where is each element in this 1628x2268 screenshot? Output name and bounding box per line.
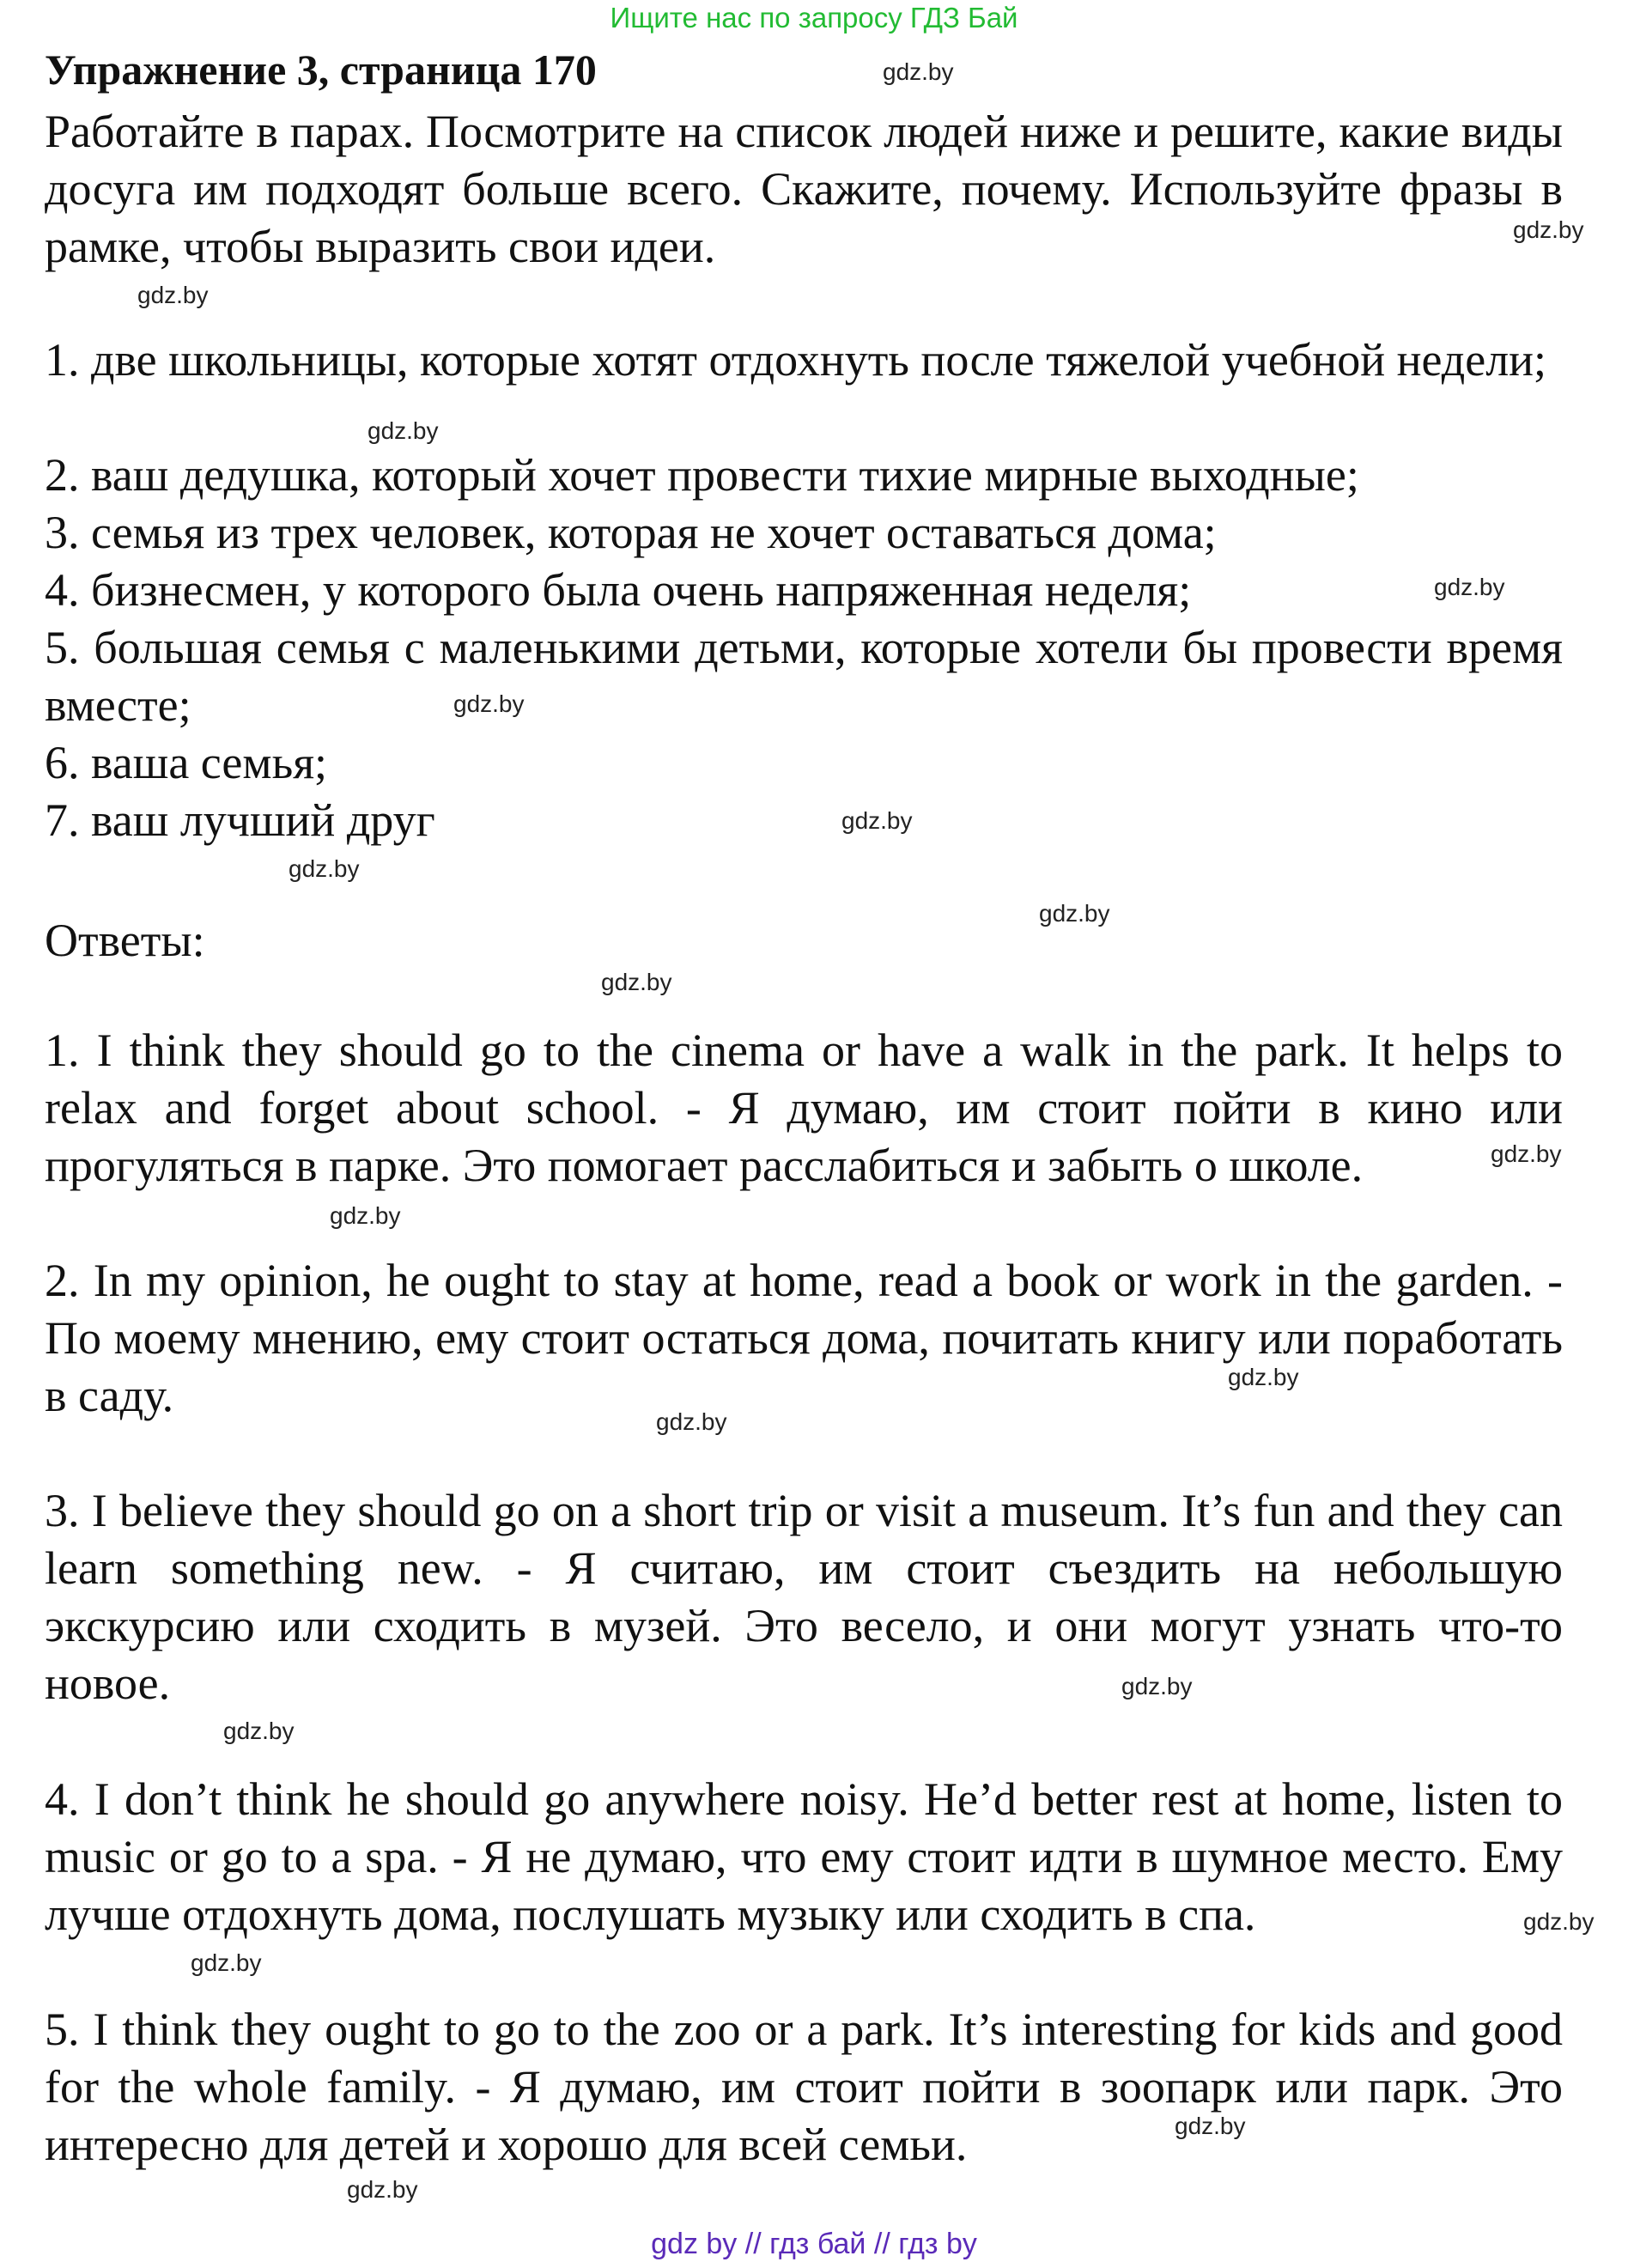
people-item-4: 4. бизнесмен, у которого была очень напряженная неделя; bbox=[45, 564, 1192, 616]
watermark: gdz.by bbox=[1228, 1364, 1299, 1390]
watermark: gdz.by bbox=[883, 58, 954, 85]
watermark: gdz.by bbox=[841, 807, 913, 834]
people-item-6: 6. ваша семья; bbox=[45, 737, 328, 788]
page-title: Упражнение 3, страница 170 bbox=[45, 46, 597, 94]
watermark: gdz.by bbox=[191, 1949, 262, 1976]
watermark: gdz.by bbox=[137, 282, 209, 308]
people-item-5: 5. большая семья с маленькими детьми, которые хотели бы провести время вместе; bbox=[45, 622, 1563, 731]
watermark: gdz.by bbox=[289, 855, 360, 882]
watermark: gdz.by bbox=[1513, 216, 1584, 243]
watermark: gdz.by bbox=[1175, 2113, 1246, 2139]
watermark: gdz.by bbox=[330, 1202, 401, 1229]
watermark: gdz.by bbox=[1039, 900, 1110, 927]
answer-4: 4. I don’t think he should go anywhere noisy. He’d better rest at home, listen to music or go to a spa. - Я не думаю, что ему стоит идти в шумное место. Ему лучше отдохнуть дома, послушать музыку или сходить в спа. bbox=[45, 1773, 1563, 1940]
footer-links[interactable]: gdz by // гдз бай // гдз by bbox=[651, 2228, 977, 2260]
instructions: Работайте в парах. Посмотрите на список людей ниже и решите, какие виды досуга им подходят больше всего. Скажите, почему. Используйте фразы в рамке, чтобы выразить свои идеи. bbox=[45, 106, 1563, 272]
people-item-7: 7. ваш лучший друг bbox=[45, 794, 435, 846]
answers-heading: Ответы: bbox=[45, 915, 205, 966]
watermark: gdz.by bbox=[368, 417, 439, 444]
answer-3: 3. I believe they should go on a short trip or visit a museum. It’s fun and they can learn something new. - Я считаю, им стоит съездить на небольшую экскурсию или сходить в музей. Это весело, и они могут узнать что-то новое. bbox=[45, 1485, 1563, 1709]
watermark: gdz.by bbox=[223, 1718, 295, 1744]
watermark: gdz.by bbox=[1434, 574, 1505, 600]
watermark: gdz.by bbox=[347, 2176, 418, 2203]
people-item-1: 1. две школьницы, которые хотят отдохнуть после тяжелой учебной недели; bbox=[45, 334, 1547, 386]
answer-5: 5. I think they ought to go to the zoo or a park. It’s interesting for kids and good for the whole family. - Я думаю, им стоит пойти в зоопарк или парк. Это интересно для детей и хорошо для всей семьи. bbox=[45, 2004, 1563, 2170]
people-item-2: 2. ваш дедушка, который хочет провести тихие мирные выходные; bbox=[45, 449, 1359, 501]
answer-1: 1. I think they should go to the cinema or have a walk in the park. It helps to relax and forget about school. - Я думаю, им стоит пойти в кино или прогуляться в парке. Это помогает расслабиться и забыть о школе. bbox=[45, 1025, 1563, 1191]
top-banner[interactable]: Ищите нас по запросу ГДЗ Бай bbox=[610, 2, 1018, 33]
watermark: gdz.by bbox=[656, 1408, 727, 1435]
watermark: gdz.by bbox=[1523, 1908, 1595, 1935]
watermark: gdz.by bbox=[1491, 1140, 1562, 1167]
watermark: gdz.by bbox=[601, 969, 672, 995]
answer-2: 2. In my opinion, he ought to stay at home, read a book or work in the garden. - По моему мнению, ему стоит остаться дома, почитать книгу или поработать в саду. bbox=[45, 1255, 1563, 1421]
watermark: gdz.by bbox=[453, 690, 525, 717]
people-item-3: 3. семья из трех человек, которая не хочет оставаться дома; bbox=[45, 507, 1217, 558]
watermark: gdz.by bbox=[1121, 1673, 1193, 1699]
